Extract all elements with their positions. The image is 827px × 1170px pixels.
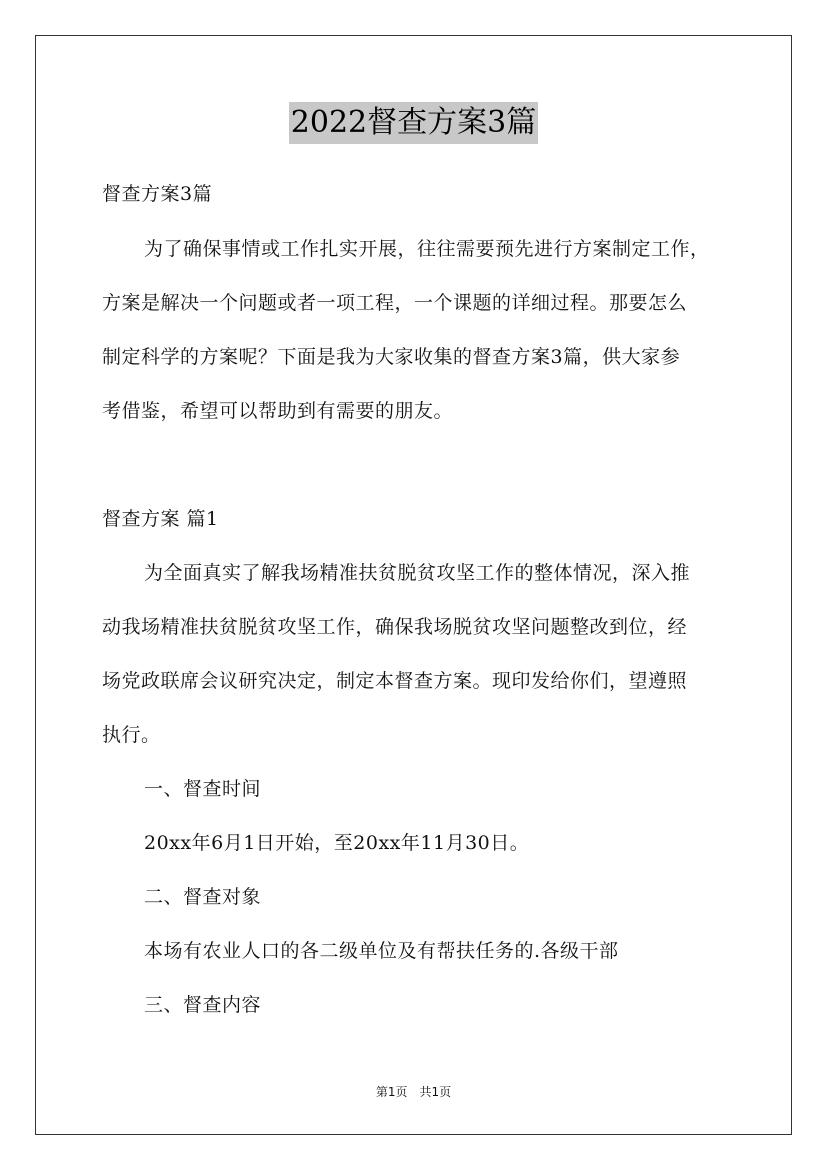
time-paragraph: 20xx年6月1日开始，至20xx年11月30日。 bbox=[144, 832, 530, 854]
intro-paragraph-line: 考借鉴，希望可以帮助到有需要的朋友。 bbox=[102, 400, 454, 422]
body-paragraph-line: 动我场精准扶贫脱贫攻坚工作，确保我场脱贫攻坚问题整改到位，经 bbox=[102, 616, 688, 638]
body-paragraph-line: 执行。 bbox=[102, 724, 161, 746]
section-heading-part1: 督查方案 篇1 bbox=[102, 508, 219, 530]
body-paragraph-line: 为全面真实了解我场精准扶贫脱贫攻坚工作的整体情况，深入推 bbox=[144, 562, 691, 584]
intro-heading: 督查方案3篇 bbox=[102, 183, 213, 205]
intro-paragraph-line: 方案是解决一个问题或者一项工程，一个课题的详细过程。那要怎么 bbox=[102, 292, 688, 314]
subheading-time: 一、督查时间 bbox=[144, 778, 262, 800]
intro-paragraph-line: 制定科学的方案呢？下面是我为大家收集的督查方案3篇，供大家参 bbox=[102, 346, 681, 368]
document-title bbox=[0, 102, 827, 144]
subheading-targets: 二、督查对象 bbox=[144, 886, 262, 908]
subheading-content: 三、督查内容 bbox=[144, 994, 262, 1016]
intro-paragraph-line: 为了确保事情或工作扎实开展，往往需要预先进行方案制定工作， bbox=[144, 238, 710, 260]
page-footer bbox=[0, 1084, 827, 1100]
page-number: 第1页 共1页 bbox=[375, 1085, 452, 1099]
targets-paragraph: 本场有农业人口的各二级单位及有帮扶任务的.各级干部 bbox=[144, 940, 619, 962]
document-title-text: 2022督查方案3篇 bbox=[289, 102, 538, 144]
body-paragraph-line: 场党政联席会议研究决定，制定本督查方案。现印发给你们，望遵照 bbox=[102, 670, 688, 692]
